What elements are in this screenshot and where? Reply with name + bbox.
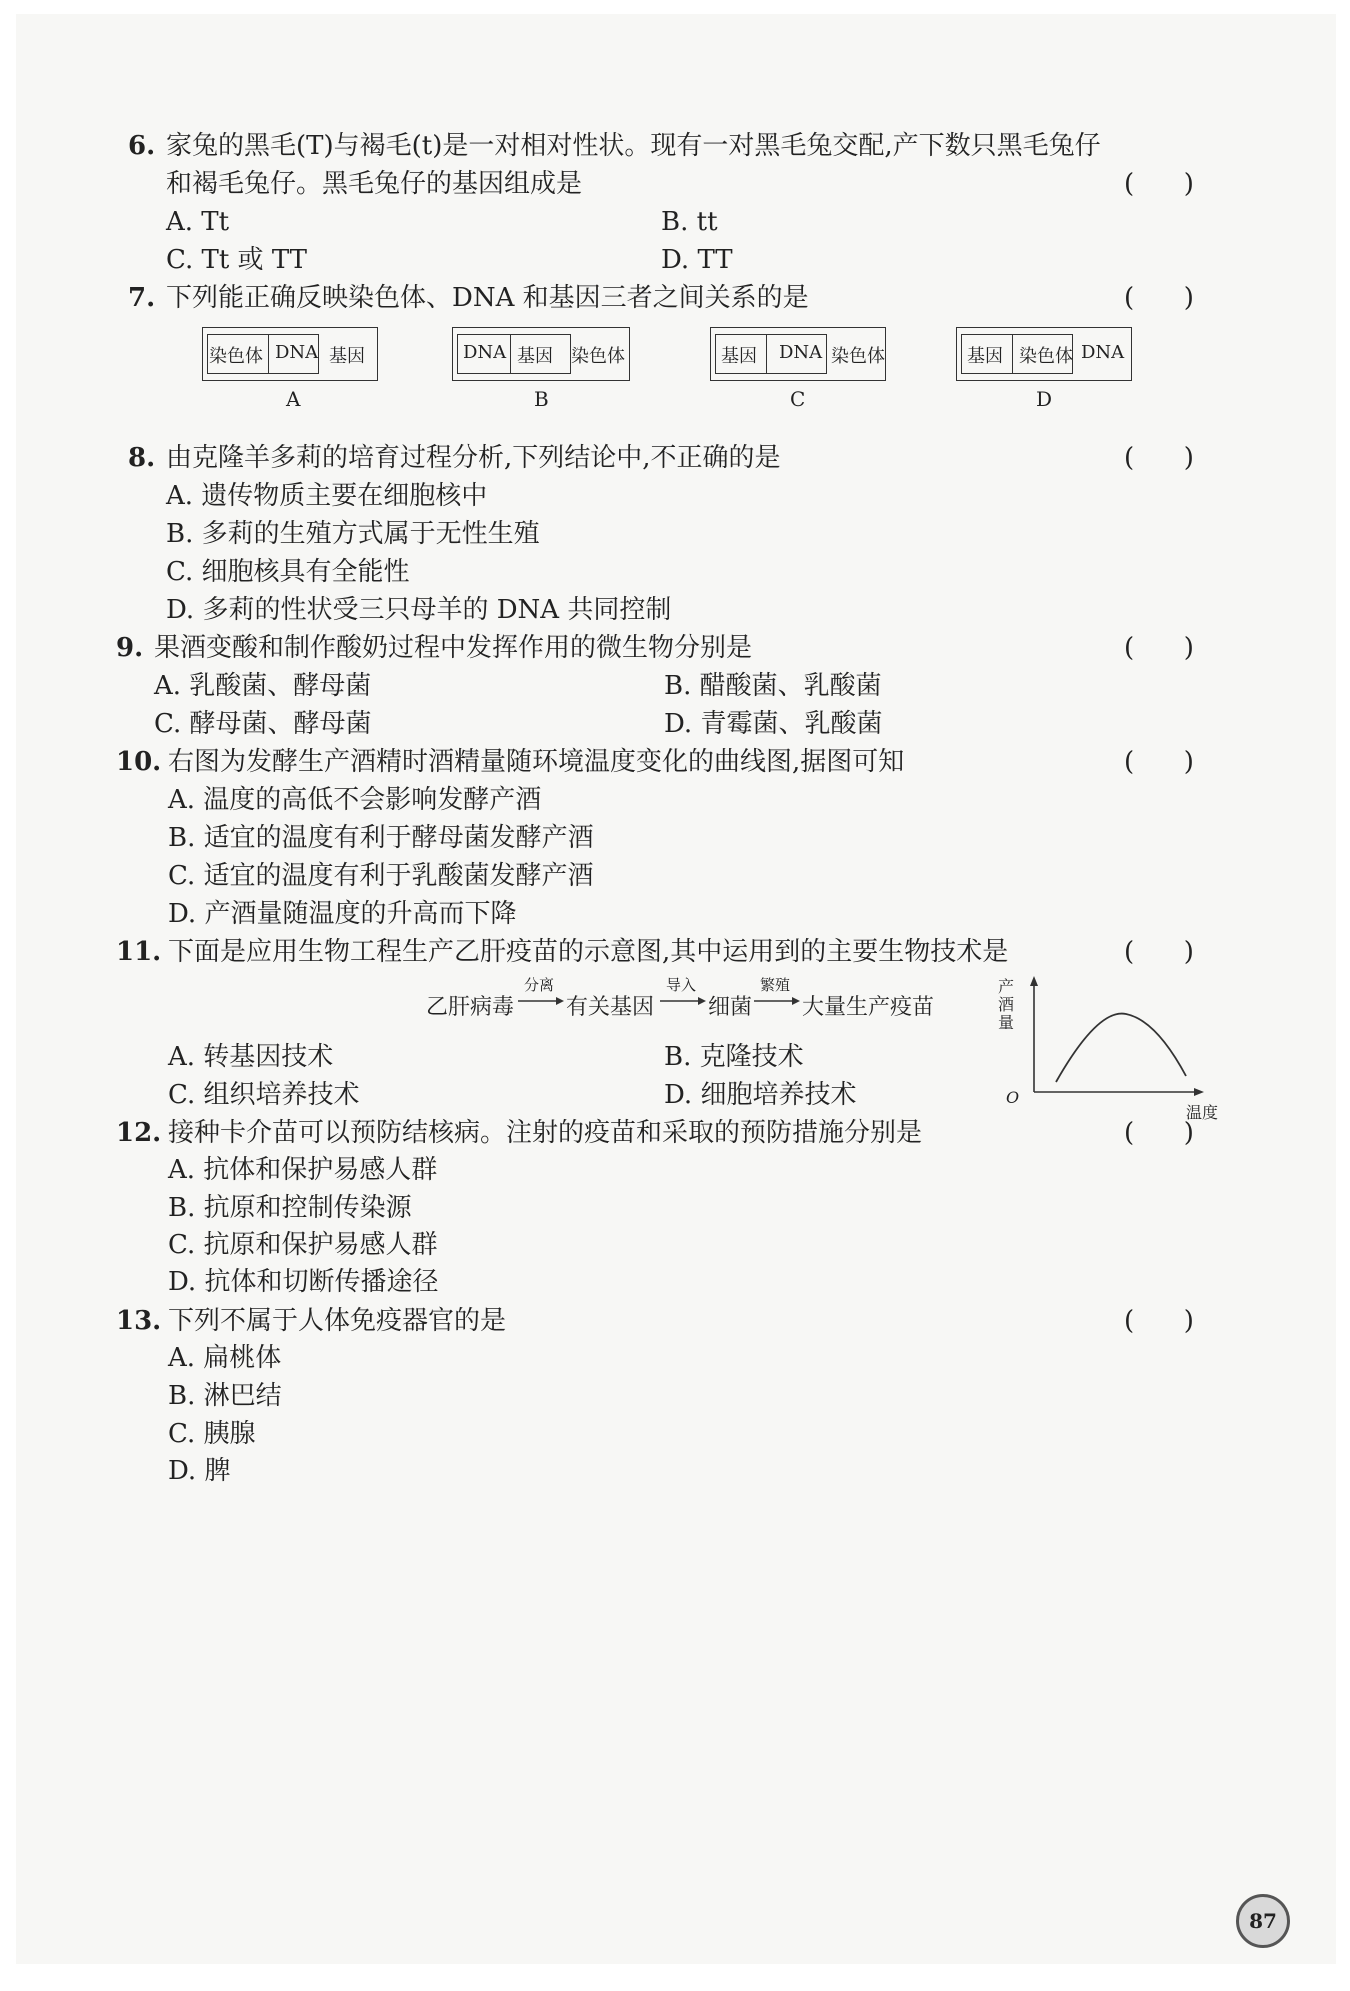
question-text: 由克隆羊多莉的培育过程分析,下列结论中,不正确的是 <box>166 443 781 473</box>
diagram-label: 基因 <box>967 346 1003 367</box>
option-b[interactable]: B. 醋酸菌、乳酸菌 <box>664 671 882 701</box>
option-b[interactable]: B. tt <box>661 207 718 237</box>
flow-step: 有关基因 <box>566 995 655 1020</box>
option-c[interactable]: C. 胰腺 <box>168 1419 256 1449</box>
q10-graph <box>976 974 1236 1124</box>
option-a[interactable]: A. 遗传物质主要在细胞核中 <box>166 481 488 511</box>
option-b[interactable]: B. 抗原和控制传染源 <box>168 1193 412 1223</box>
answer-blank[interactable]: ( ) <box>1124 937 1194 967</box>
flow-arrow-label: 导入 <box>666 976 697 994</box>
diagram-label: DNA <box>463 342 507 363</box>
question-text: 家兔的黑毛(T)与褐毛(t)是一对相对性状。现有一对黑毛兔交配,产下数只黑毛兔仔 <box>166 131 1101 161</box>
option-b[interactable]: B. 淋巴结 <box>168 1381 282 1411</box>
option-c[interactable]: C. 抗原和保护易感人群 <box>168 1230 438 1260</box>
option-d[interactable]: D. 产酒量随温度的升高而下降 <box>168 899 517 929</box>
arrow-icon <box>518 996 564 1006</box>
answer-blank[interactable]: ( ) <box>1124 633 1194 663</box>
q11-flow <box>426 974 986 1020</box>
question-text: 右图为发酵生产酒精时酒精量随环境温度变化的曲线图,据图可知 <box>168 747 905 777</box>
question-number: 10. <box>116 747 162 777</box>
question-number: 6. <box>128 131 156 161</box>
option-c[interactable]: C. 酵母菌、酵母菌 <box>154 709 372 739</box>
answer-blank[interactable]: ( ) <box>1124 443 1194 473</box>
flow-step: 大量生产疫苗 <box>802 995 935 1020</box>
question-number: 9. <box>116 633 144 663</box>
diagram-label: 基因 <box>721 346 757 367</box>
flow-step: 乙肝病毒 <box>426 995 515 1020</box>
worksheet-page <box>16 14 1336 1964</box>
y-axis-label: 产酒量 <box>998 977 1015 1032</box>
option-c[interactable]: C. Tt 或 TT <box>166 245 307 275</box>
diagram-label: 染色体 <box>831 346 885 367</box>
question-number: 13. <box>116 1306 162 1336</box>
option-a[interactable]: A. 温度的高低不会影响发酵产酒 <box>168 785 542 815</box>
option-d[interactable]: D. 细胞培养技术 <box>664 1080 857 1110</box>
option-b[interactable]: B. 多莉的生殖方式属于无性生殖 <box>166 519 540 549</box>
question-text: 下列不属于人体免疫器官的是 <box>168 1306 507 1336</box>
arrow-icon <box>754 996 800 1006</box>
arrow-icon <box>660 996 706 1006</box>
page-number-badge: 87 <box>1236 1894 1290 1948</box>
option-b[interactable]: B. 克隆技术 <box>664 1042 804 1072</box>
diagram-label: 染色体 <box>209 346 263 367</box>
diagram-caption: B <box>534 387 549 411</box>
option-d[interactable]: D. 青霉菌、乳酸菌 <box>664 709 883 739</box>
flow-step: 细菌 <box>708 995 753 1020</box>
question-text: 果酒变酸和制作酸奶过程中发挥作用的微生物分别是 <box>154 633 753 663</box>
question-text: 下面是应用生物工程生产乙肝疫苗的示意图,其中运用到的主要生物技术是 <box>168 937 1009 967</box>
diagram-label: 基因 <box>329 346 365 367</box>
question-text: 接种卡介苗可以预防结核病。注射的疫苗和采取的预防措施分别是 <box>168 1118 923 1148</box>
diagram-caption: D <box>1036 387 1053 411</box>
diagram-label: 基因 <box>517 346 553 367</box>
option-a[interactable]: A. Tt <box>166 207 230 237</box>
option-a[interactable]: A. 转基因技术 <box>168 1042 334 1072</box>
diagram-label: 染色体 <box>571 346 625 367</box>
question-text-line2: 和褐毛兔仔。黑毛兔仔的基因组成是 <box>166 169 583 199</box>
diagram-caption: A <box>286 387 301 411</box>
flow-arrow-label: 繁殖 <box>760 976 791 994</box>
diagram-label: DNA <box>1081 342 1125 363</box>
answer-blank[interactable]: ( ) <box>1124 283 1194 313</box>
yield-curve <box>1056 1014 1186 1082</box>
option-d[interactable]: D. 抗体和切断传播途径 <box>168 1267 439 1297</box>
question-text: 下列能正确反映染色体、DNA 和基因三者之间关系的是 <box>166 283 809 313</box>
option-d[interactable]: D. 多莉的性状受三只母羊的 DNA 共同控制 <box>166 595 672 625</box>
answer-blank[interactable]: ( ) <box>1124 169 1194 199</box>
diagram-label: 染色体 <box>1019 346 1073 367</box>
option-a[interactable]: A. 抗体和保护易感人群 <box>168 1155 438 1185</box>
flow-arrow-label: 分离 <box>524 976 555 994</box>
option-a[interactable]: A. 乳酸菌、酵母菌 <box>154 671 372 701</box>
question-number: 12. <box>116 1118 162 1148</box>
option-c[interactable]: C. 细胞核具有全能性 <box>166 557 410 587</box>
option-d[interactable]: D. TT <box>661 245 733 275</box>
option-d[interactable]: D. 脾 <box>168 1456 231 1486</box>
diagram-label: DNA <box>275 342 319 363</box>
option-c[interactable]: C. 适宜的温度有利于乳酸菌发酵产酒 <box>168 861 594 891</box>
origin-label: O <box>1006 1088 1020 1107</box>
question-number: 7. <box>128 283 156 313</box>
answer-blank[interactable]: ( ) <box>1124 1306 1194 1336</box>
option-b[interactable]: B. 适宜的温度有利于酵母菌发酵产酒 <box>168 823 594 853</box>
question-number: 11. <box>116 937 162 967</box>
x-axis-label: 温度 <box>1186 1103 1219 1122</box>
answer-blank[interactable]: ( ) <box>1124 1118 1194 1148</box>
question-number: 8. <box>128 443 156 473</box>
option-c[interactable]: C. 组织培养技术 <box>168 1080 360 1110</box>
diagram-caption: C <box>790 387 806 411</box>
answer-blank[interactable]: ( ) <box>1124 747 1194 777</box>
diagram-label: DNA <box>779 342 823 363</box>
option-a[interactable]: A. 扁桃体 <box>168 1343 282 1373</box>
